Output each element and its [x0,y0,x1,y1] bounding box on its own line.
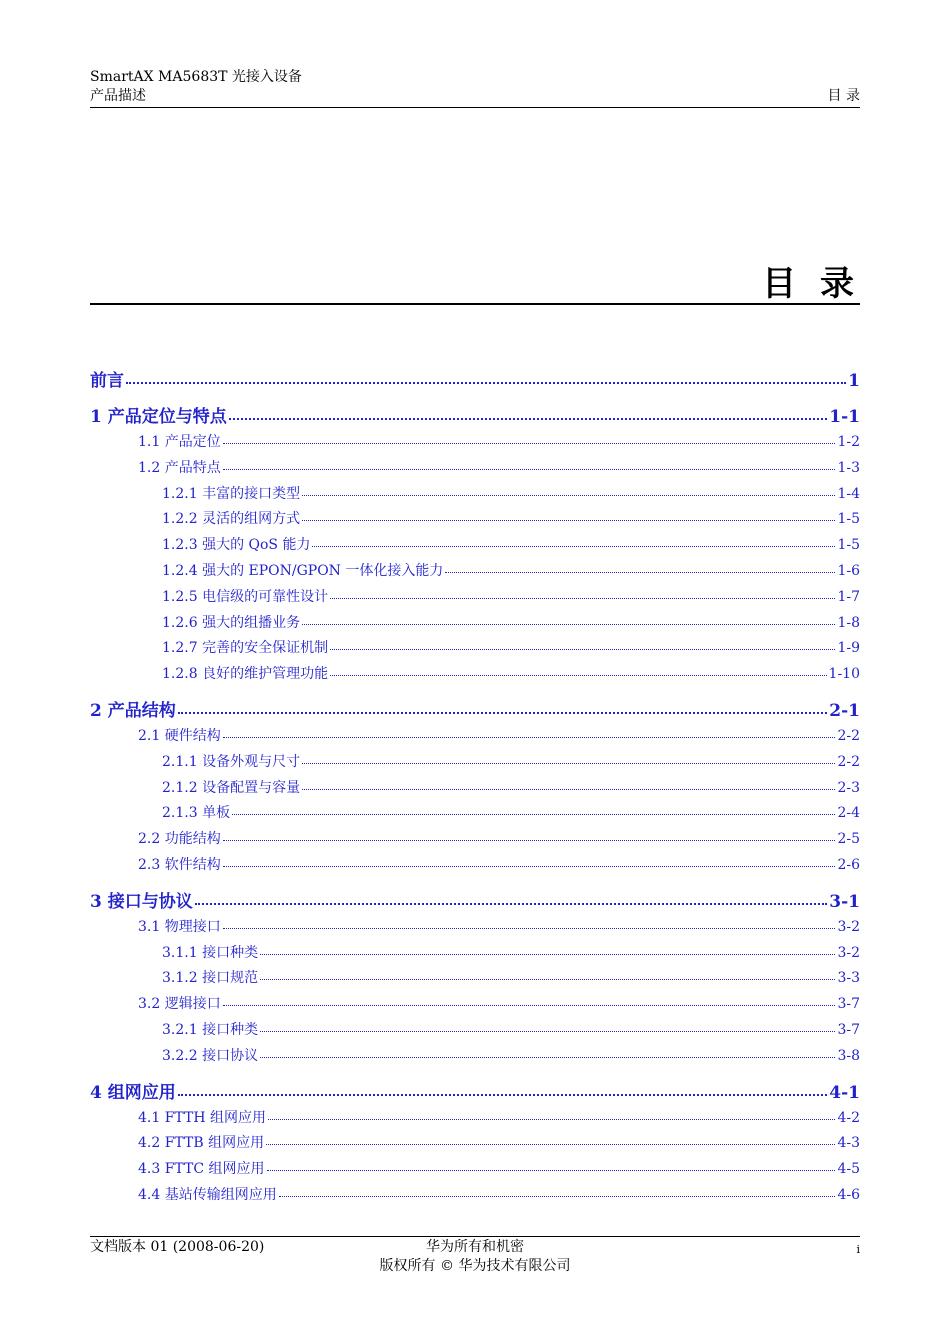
toc-entry-level3[interactable] [162,562,860,580]
toc-dot-leader [266,1144,835,1145]
toc-entry-label: 1.2 产品特点 [138,459,221,476]
toc-entry-page: 1-4 [837,485,860,502]
toc-entry-level2[interactable] [138,433,860,451]
toc-entry-page: 1-9 [837,640,860,657]
toc-entry-label: 1.2.7 完善的安全保证机制 [162,640,329,657]
toc-entry-level3[interactable] [162,779,860,797]
toc-dot-leader [126,382,846,384]
toc-entry-level1[interactable] [90,1082,860,1104]
toc-dot-leader [260,1057,835,1058]
toc-entry-label: 2.1.1 设备外观与尺寸 [162,753,301,770]
toc-entry-level3[interactable] [162,804,860,822]
toc-entry-label: 1.2.8 良好的维护管理功能 [162,666,329,683]
toc-entry-label: 1.2.6 强大的组播业务 [162,614,301,631]
toc-entry-level3[interactable] [162,510,860,528]
toc-entry-label: 1.2.4 强大的 EPON/GPON 一体化接入能力 [162,563,444,579]
toc-entry-level1[interactable] [90,370,860,392]
toc-entry-page: 3-3 [837,970,860,987]
toc-entry-level3[interactable] [162,969,860,987]
toc-entry-page: 3-8 [837,1047,860,1064]
toc-entry-label: 3.2.1 接口种类 [162,1022,259,1038]
toc-entry-label: 1.1 产品定位 [138,434,221,450]
toc-entry-label: 2.1.3 单板 [162,805,231,822]
toc-entry-label: 3.2 逻辑接口 [138,996,221,1013]
toc-entry-page: 3-7 [837,1022,860,1038]
toc-entry-level2[interactable] [138,918,860,936]
toc-entry-page: 2-3 [837,779,860,796]
page-header [90,68,860,106]
toc-dot-leader [330,598,835,599]
toc-dot-leader [302,763,835,764]
toc-entry-page: 1-1 [829,407,860,427]
toc-entry-page: 1-6 [837,563,860,579]
toc-entry-level3[interactable] [162,639,860,657]
toc-entry-label: 1.2.3 强大的 QoS 能力 [162,537,311,554]
toc-dot-leader [302,495,835,496]
footer-copyright: 版权所有 © 华为技术有限公司 [379,1258,571,1274]
toc-entry-level3[interactable] [162,485,860,503]
header-row [90,87,860,106]
toc-dot-leader [178,1094,828,1096]
header-doc-type: 产品描述 [90,88,146,104]
toc-dot-leader [302,789,835,790]
toc-dot-leader [223,737,836,738]
toc-entry-page: 2-1 [829,701,860,721]
toc-entry-level1[interactable] [90,700,860,722]
toc-entry-level2[interactable] [138,1134,860,1152]
toc-entry-label: 2.2 功能结构 [138,831,221,848]
toc-entry-level3[interactable] [162,614,860,632]
toc-entry-level3[interactable] [162,665,860,683]
footer-divider [90,1236,860,1237]
toc-entry-page: 4-5 [837,1161,860,1178]
toc-dot-leader [302,624,835,625]
toc-dot-leader [260,954,835,955]
toc-entry-level2[interactable] [138,1160,860,1178]
toc-entry-label: 4 组网应用 [90,1082,176,1103]
toc-entry-level2[interactable] [138,995,860,1013]
toc-entry-page: 2-2 [837,753,860,770]
toc-entry-page: 1-10 [828,666,860,683]
toc-entry-level3[interactable] [162,588,860,606]
toc-entry-level2[interactable] [138,830,860,848]
toc-dot-leader [223,840,836,841]
toc-entry-page: 4-6 [837,1187,860,1203]
toc-entry-label: 3.1.1 接口种类 [162,944,259,961]
toc-entry-page: 2-2 [837,728,860,744]
toc-entry-label: 前言 [90,371,124,391]
toc-entry-page: 3-1 [829,891,860,912]
footer-confidential: 华为所有和机密 [426,1239,524,1255]
toc-entry-label: 1.2.1 丰富的接口类型 [162,485,301,502]
toc-entry-label: 2.1 硬件结构 [138,728,221,744]
toc-entry-level2[interactable] [138,856,860,874]
title-divider [90,303,860,305]
toc-entry-label: 1 产品定位与特点 [90,407,227,427]
toc-entry-level2[interactable] [138,1186,860,1204]
toc-entry-level3[interactable] [162,753,860,771]
toc-entry-label: 2 产品结构 [90,701,176,721]
header-product: SmartAX MA5683T 光接入设备 [90,69,302,85]
toc-dot-leader [279,1196,836,1197]
footer-version: 文档版本 01 (2008-06-20) [90,1239,265,1255]
toc-entry-label: 4.4 基站传输组网应用 [138,1187,277,1203]
toc-dot-leader [312,546,835,547]
toc-entry-level1[interactable] [90,891,860,913]
footer-page-number: i [856,1243,860,1256]
toc-dot-leader [223,1005,836,1006]
toc-dot-leader [223,469,836,470]
toc-dot-leader [178,712,828,714]
toc-dot-leader [268,1119,835,1120]
toc-dot-leader [267,1170,836,1171]
toc-entry-page: 3-2 [837,944,860,961]
header-section: 目 录 [827,88,860,104]
toc-entry-page: 3-2 [837,918,860,935]
toc-entry-level3[interactable] [162,1047,860,1065]
toc-entry-label: 2.3 软件结构 [138,857,221,873]
toc-dot-leader [223,443,836,444]
toc-entry-label: 4.3 FTTC 组网应用 [138,1161,265,1178]
toc-dot-leader [229,418,828,420]
toc-entry-page: 2-6 [837,857,860,873]
toc-entry-label: 3 接口与协议 [90,891,193,912]
toc-entry-level3[interactable] [162,536,860,554]
toc-entry-level1[interactable] [90,406,860,428]
toc-entry-level3[interactable] [162,944,860,962]
toc-dot-leader [260,1031,835,1032]
toc-entry-page: 1-3 [837,459,860,476]
toc-entry-label: 4.1 FTTH 组网应用 [138,1109,267,1126]
toc-dot-leader [302,520,835,521]
toc-entry-page: 2-5 [837,831,860,848]
toc-dot-leader [195,903,828,905]
toc-entry-level2[interactable] [138,1109,860,1127]
toc-entry-label: 4.2 FTTB 组网应用 [138,1135,265,1152]
toc-entry-page: 4-1 [829,1082,860,1103]
toc-dot-leader [445,572,835,573]
toc-entry-page: 2-4 [837,805,860,822]
toc-entry-page: 1-2 [837,434,860,450]
toc-entry-label: 3.1.2 接口规范 [162,970,259,987]
toc-entry-page: 1-5 [837,537,860,554]
toc-entry-level3[interactable] [162,1021,860,1039]
toc-entry-level2[interactable] [138,459,860,477]
toc-entry-page: 1-7 [837,588,860,605]
toc-entry-label: 3.1 物理接口 [138,918,221,935]
toc-entry-label: 1.2.5 电信级的可靠性设计 [162,588,329,605]
toc-entry-page: 4-3 [837,1135,860,1152]
page-title: 目 录 [762,264,860,304]
header-divider [90,107,860,108]
toc-entry-page: 3-7 [837,996,860,1013]
toc-entry-label: 2.1.2 设备配置与容量 [162,779,301,796]
toc-entry-label: 1.2.2 灵活的组网方式 [162,511,301,528]
toc-dot-leader [260,979,835,980]
toc-dot-leader [330,675,826,676]
toc-entry-level2[interactable] [138,727,860,745]
toc-dot-leader [223,928,836,929]
toc-dot-leader [232,814,835,815]
toc-entry-label: 3.2.2 接口协议 [162,1047,259,1064]
toc-entry-page: 4-2 [837,1109,860,1126]
toc-entry-page: 1-5 [837,511,860,528]
toc-entry-page: 1-8 [837,614,860,631]
toc-dot-leader [223,866,836,867]
toc-dot-leader [330,649,835,650]
toc-entry-page: 1 [848,371,860,391]
